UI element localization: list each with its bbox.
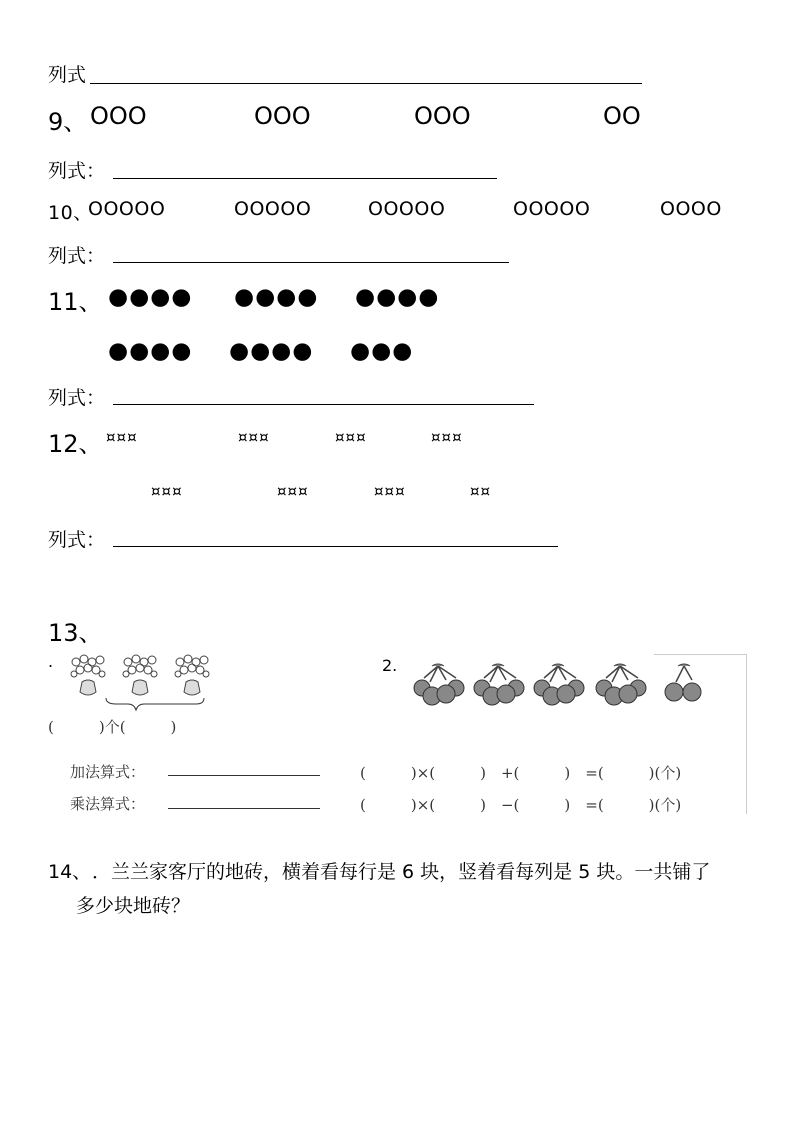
image-edge <box>654 654 746 655</box>
answer-line[interactable] <box>113 262 509 263</box>
q11-dot-group: ●●●● <box>234 284 319 310</box>
q11-dot-group: ●●●● <box>108 338 193 364</box>
q10-circle-group: OOOO <box>660 198 722 220</box>
question-9-number: 9、 <box>48 108 88 136</box>
formula-label: 列式 <box>48 64 87 86</box>
flower-vases-illustration <box>66 652 226 712</box>
answer-line[interactable] <box>90 83 642 84</box>
q12-star-group: ¤¤¤ <box>277 482 309 500</box>
q12-star-group: ¤¤¤ <box>431 428 463 446</box>
question-10-number: 10、 <box>48 202 93 224</box>
question-14-text-line1: ．兰兰家客厅的地砖，横着看每行是 6 块，竖着看每列是 5 块。一共铺了 <box>92 861 711 883</box>
addition-expression: ( )×( ) +( ) =( )(个) <box>360 764 682 782</box>
q10-circle-group: OOOOO <box>368 198 446 220</box>
formula-label: 列式： <box>48 387 106 409</box>
cherry-bunch <box>534 664 584 705</box>
multiplication-formula-label: 乘法算式： <box>70 795 146 813</box>
question-14-text-line2: 多少块地砖？ <box>76 895 191 917</box>
formula-label: 列式： <box>48 160 106 182</box>
cherry-bunch <box>596 664 646 705</box>
answer-line[interactable] <box>113 178 497 179</box>
addition-formula-label: 加法算式： <box>70 763 146 781</box>
q12-star-group: ¤¤ <box>470 482 492 500</box>
q10-circle-group: OOOOO <box>513 198 591 220</box>
cherry-bunch <box>474 664 524 705</box>
formula-label: 列式： <box>48 529 106 551</box>
answer-line[interactable] <box>113 546 558 547</box>
flower-vase-2 <box>123 655 157 695</box>
image-edge <box>746 654 747 814</box>
q10-circle-group: OOOOO <box>234 198 312 220</box>
q12-star-group: ¤¤¤ <box>374 482 406 500</box>
formula-label: 列式： <box>48 245 106 267</box>
q12-star-group: ¤¤¤ <box>151 482 183 500</box>
q12-star-group: ¤¤¤ <box>335 428 367 446</box>
question-12-number: 12、 <box>48 430 103 458</box>
q10-circle-group: OOOOO <box>88 198 166 220</box>
q11-dot-group: ●●●● <box>229 338 314 364</box>
q11-dot-group: ●●●● <box>355 284 440 310</box>
flower-vase-3 <box>175 655 209 695</box>
q12-star-group: ¤¤¤ <box>106 428 138 446</box>
q9-circle-group: OOO <box>414 102 471 130</box>
cherry-bunch <box>414 664 464 705</box>
question-13-number: 13、 <box>48 619 103 647</box>
cherry-bunch-small <box>665 664 701 701</box>
answer-line[interactable] <box>113 404 534 405</box>
part-2-marker: 2. <box>382 656 398 675</box>
subtraction-expression: ( )×( ) −( ) =( )(个) <box>360 796 682 814</box>
addition-answer-line[interactable] <box>168 775 320 776</box>
q9-circle-group: OOO <box>90 102 147 130</box>
part-1-marker: . <box>48 652 54 671</box>
cherries-illustration <box>410 660 710 716</box>
flowers-blank-text: ( )个( ) <box>48 718 177 736</box>
q11-dot-group: ●●●● <box>108 284 193 310</box>
multiplication-answer-line[interactable] <box>168 808 320 809</box>
q12-star-group: ¤¤¤ <box>238 428 270 446</box>
q9-circle-group: OO <box>603 102 641 130</box>
q11-dot-group: ●●● <box>350 338 414 364</box>
flower-vase-1 <box>71 655 105 695</box>
question-14-number: 14、 <box>48 861 92 883</box>
q9-circle-group: OOO <box>254 102 311 130</box>
question-11-number: 11、 <box>48 288 103 316</box>
